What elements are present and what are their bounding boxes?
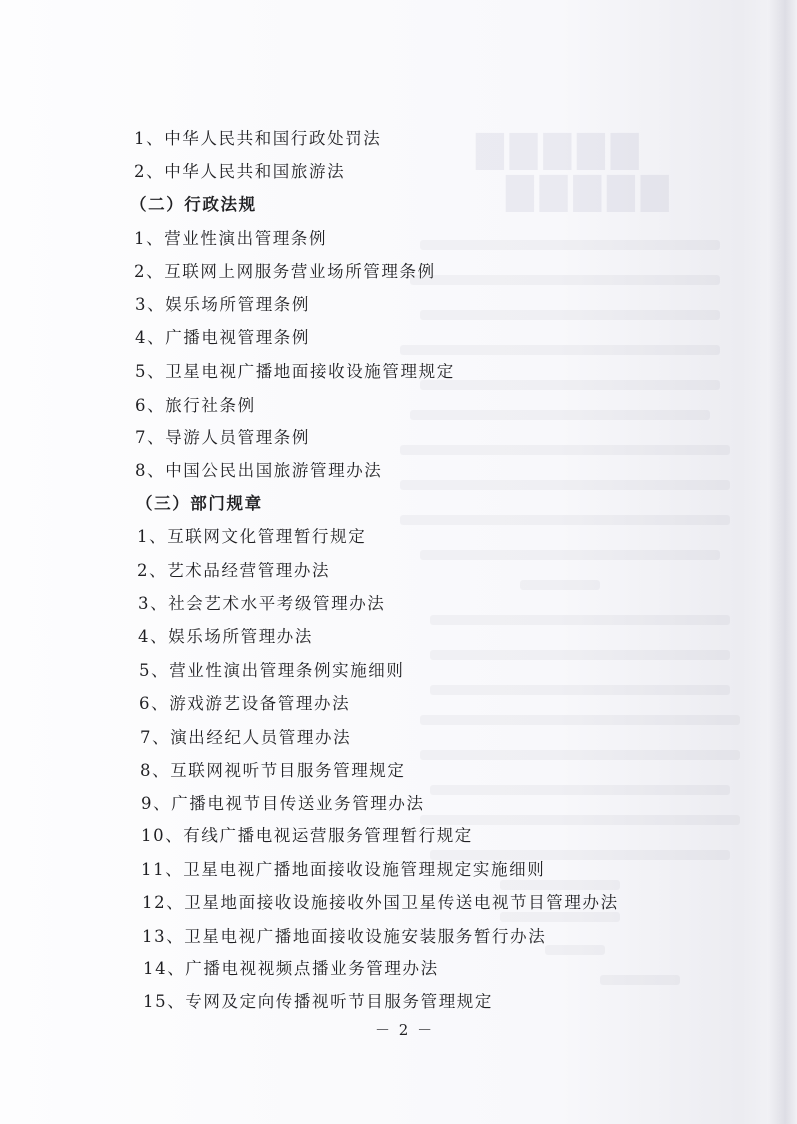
list-item-rule-9: 9、广播电视节目传送业务管理办法 (141, 794, 425, 813)
bleed-line (430, 685, 730, 695)
list-item-rule-4: 4、娱乐场所管理办法 (138, 627, 313, 646)
list-item-rule-15: 15、专网及定向传播视听节目服务管理规定 (143, 992, 493, 1011)
bleed-line (420, 550, 720, 560)
bleed-line (420, 750, 740, 760)
bleed-line (400, 345, 720, 355)
section-heading-administrative-regulations: （二）行政法规 (130, 195, 257, 214)
bleed-line (430, 785, 730, 795)
list-item-regulation-7: 7、导游人员管理条例 (135, 428, 310, 447)
list-item-rule-1: 1、互联网文化管理暂行规定 (137, 527, 367, 546)
bleed-line (430, 615, 730, 625)
bleed-line (410, 410, 710, 420)
bleed-line (420, 815, 740, 825)
list-item-rule-13: 13、卫星电视广播地面接收设施安装服务暂行办法 (142, 927, 547, 946)
bleed-line (430, 850, 730, 860)
list-item-regulation-5: 5、卫星电视广播地面接收设施管理规定 (135, 362, 455, 381)
bleed-line (500, 912, 620, 922)
bleed-line (520, 580, 600, 590)
bleed-line (600, 975, 680, 985)
list-item-rule-3: 3、社会艺术水平考级管理办法 (138, 594, 386, 613)
bleed-line (420, 380, 720, 390)
section-heading-departmental-rules: （三）部门规章 (136, 494, 263, 513)
list-item-regulation-8: 8、中国公民出国旅游管理办法 (135, 461, 383, 480)
list-item-rule-12: 12、卫星地面接收设施接收外国卫星传送电视节目管理办法 (142, 893, 619, 912)
paper-right-edge-shadow (768, 0, 797, 1124)
list-item-regulation-3: 3、娱乐场所管理条例 (135, 295, 310, 314)
bleed-subtitle-mark: ▇▇▇▇▇ (500, 170, 669, 212)
list-item-rule-14: 14、广播电视视频点播业务管理办法 (143, 959, 439, 978)
list-item-rule-8: 8、互联网视听节目服务管理规定 (140, 761, 406, 780)
bleed-line (420, 715, 740, 725)
bleed-line (545, 945, 605, 955)
list-item-rule-2: 2、艺术品经营管理办法 (137, 561, 331, 580)
bleed-line (430, 650, 730, 660)
list-item-rule-11: 11、卫星电视广播地面接收设施管理规定实施细则 (141, 860, 546, 879)
bleed-line (410, 275, 720, 285)
bleed-line (420, 310, 720, 320)
bleed-line (500, 880, 620, 890)
bleed-line (400, 445, 730, 455)
bleed-line (420, 240, 720, 250)
list-item-regulation-4: 4、广播电视管理条例 (135, 328, 310, 347)
bleed-line (400, 515, 730, 525)
list-item-rule-5: 5、营业性演出管理条例实施细则 (139, 661, 405, 680)
list-item-regulation-1: 1、营业性演出管理条例 (134, 229, 328, 248)
list-item-rule-10: 10、有线广播电视运营服务管理暂行规定 (141, 826, 473, 845)
bleed-line (400, 480, 730, 490)
list-item-regulation-6: 6、旅行社条例 (135, 396, 256, 415)
list-item-regulation-2: 2、互联网上网服务营业场所管理条例 (134, 262, 436, 281)
list-item-rule-6: 6、游戏游艺设备管理办法 (139, 694, 351, 713)
bleed-title-mark: ▇▇▇▇▇ (470, 128, 639, 170)
page-number: － 2 － (375, 1021, 435, 1039)
list-item-rule-7: 7、演出经纪人员管理办法 (140, 728, 352, 747)
list-item-law-1: 1、中华人民共和国行政处罚法 (134, 129, 382, 148)
list-item-law-2: 2、中华人民共和国旅游法 (134, 162, 346, 181)
